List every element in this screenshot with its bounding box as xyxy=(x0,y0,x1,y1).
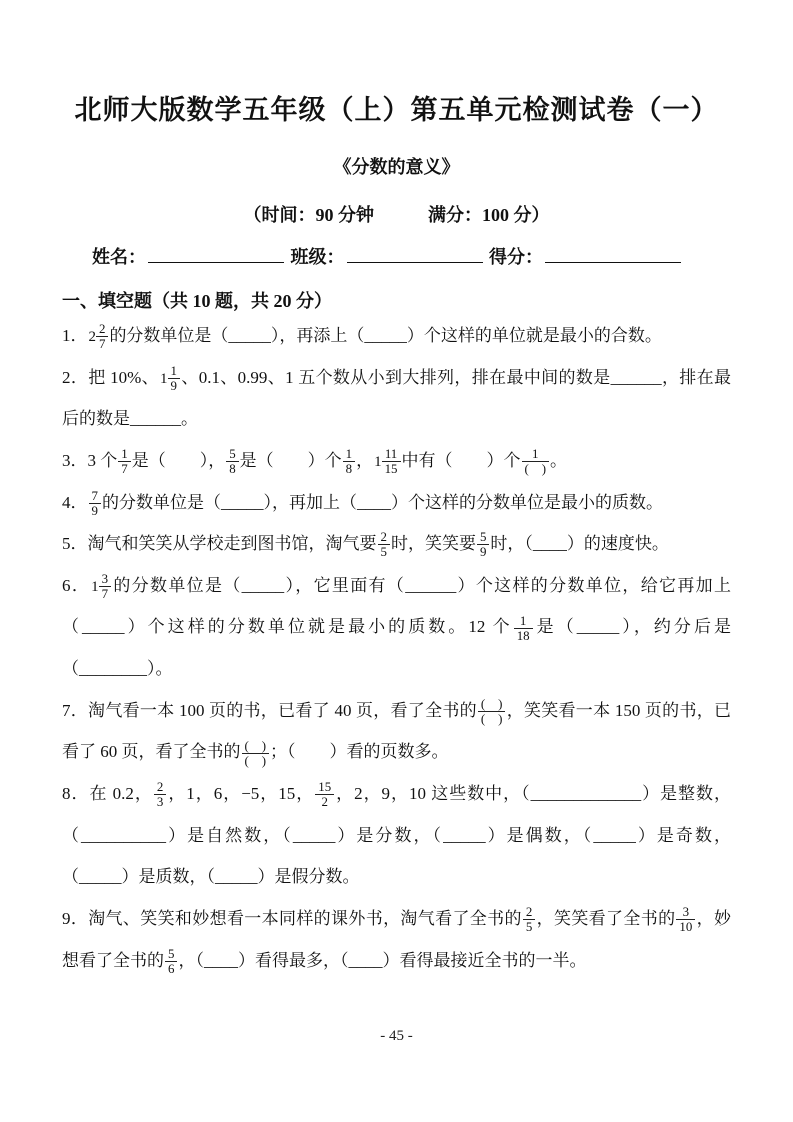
class-label: 班级： xyxy=(290,247,345,267)
name-label: 姓名： xyxy=(92,247,146,267)
fraction: $\frac{5}{6}$ xyxy=(165,951,177,970)
score-label: 得分： xyxy=(489,247,543,267)
question-5: 5．淘气和笑笑从学校走到图书馆，淘气要 $\frac{2}{5}$ 时，笑笑要 $\frac{5}{9}$ 时，（____）的速度快。 xyxy=(62,529,669,560)
fraction: $\frac{( )}{( )}$ xyxy=(242,742,270,761)
fraction: $\frac{1}{( )}$ xyxy=(522,451,550,470)
fraction: $\frac{( )}{( )}$ xyxy=(478,701,506,720)
question-4: 4． $\frac{7}{9}$ 的分数单位是（_____），再加上（____）个这样的分数单位是最小的质数。 xyxy=(62,487,663,518)
section-heading: 一、填空题（共 10 题，共 20 分） xyxy=(62,291,332,311)
mixed-number: 2 $\frac{2}{7}$ xyxy=(89,326,109,345)
fraction: $\frac{2}{5}$ xyxy=(523,909,535,928)
class-blank xyxy=(347,244,483,263)
fraction: $\frac{15}{2}$ xyxy=(315,784,334,803)
question-8: 8．在 0.2， $\frac{2}{3}$ ，1，6，−5，15， $\frac{15}{2}$ ，2，9，10 这些数中，（_____________）是整数，（__________）是自然数，（_____）是分数，（_____）是偶数，（_____）是奇数，（_____）是质数，（_____）是假分数。 xyxy=(62,779,732,887)
mixed-number: 1 $\frac{1}{9}$ xyxy=(160,368,180,387)
fraction: $\frac{2}{5}$ xyxy=(378,534,390,553)
question-7: 7．淘气看一本 100 页的书，已看了 40 页，看了全书的 $\frac{( )}{( )}$ ，笑笑看一本 150 页的书，已看了 60 页，看了全书的 $\frac{( )}{( )}$ ；（ ）看的页数多。 xyxy=(62,695,732,768)
footer-page-number: - 45 - xyxy=(380,1028,413,1044)
fraction: $\frac{2}{3}$ xyxy=(154,784,166,803)
question-6: 6．1 $\frac{3}{7}$ 的分数单位是（_____），它里面有（______）个这样的分数单位，给它再加上（_____）个这样的分数单位就是最小的质数。12 个 $\frac{1}{18}$ 是（_____），约分后是（________）。 xyxy=(62,570,732,679)
fraction: $\frac{5}{9}$ xyxy=(477,534,489,553)
questions xyxy=(62,315,731,981)
question-1: 1．2 $\frac{2}{7}$ 的分数单位是（_____），再添上（_____）个这样的单位就是最小的合数。 xyxy=(62,321,662,352)
question-9: 9．淘气、笑笑和妙想看一本同样的课外书，淘气看了全书的 $\frac{2}{5}$ ，笑笑看了全书的 $\frac{3}{10}$ ，妙想看了全书的 $\frac{5}{6}$ ，（____）看得最多，（____）看得最接近全书的一半。 xyxy=(62,904,732,976)
page-title: 北师大版数学五年级（上）第五单元检测试卷（一） xyxy=(74,95,719,125)
fraction: $\frac{1}{8}$ xyxy=(343,451,355,470)
fraction: $\frac{7}{9}$ xyxy=(89,493,101,512)
question-2: 2．把 10%、1 $\frac{1}{9}$ 、0.1、0.99、1 五个数从小到大排列，排在最中间的数是______，排在最后的数是______。 xyxy=(62,362,731,429)
student-info-line xyxy=(62,243,731,269)
question-3: 3．3 个 $\frac{1}{7}$ 是（ ）， $\frac{5}{8}$ 是（ ）个 $\frac{1}{8}$ ，1 $\frac{11}{15}$ 中有（ ）个 $\frac{1}{( )}$ 。 xyxy=(62,446,568,477)
fraction: $\frac{1}{7}$ xyxy=(118,451,130,470)
time-score-line: （时间：90 分钟 满分：100 分） xyxy=(243,205,550,225)
mixed-number: 1 $\frac{11}{15}$ xyxy=(374,451,400,470)
fraction: $\frac{5}{8}$ xyxy=(226,451,238,470)
name-blank xyxy=(148,244,284,263)
fraction: $\frac{1}{18}$ xyxy=(514,617,533,636)
mixed-number: 1 $\frac{3}{7}$ xyxy=(91,576,111,595)
fraction: $\frac{3}{10}$ xyxy=(676,909,695,928)
score-blank xyxy=(545,244,681,263)
paper-subtitle: 《分数的意义》 xyxy=(333,157,460,177)
